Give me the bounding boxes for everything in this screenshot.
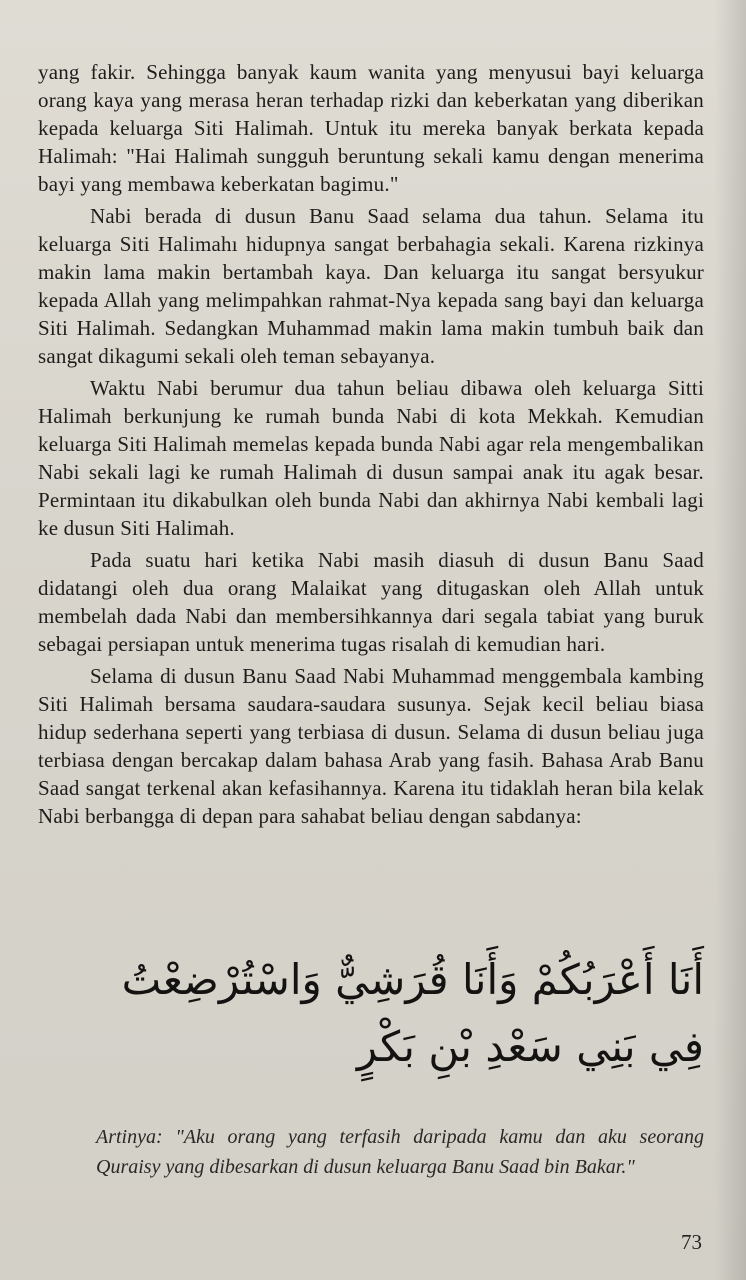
page-edge-shadow (714, 0, 746, 1280)
paragraph-2: Nabi berada di dusun Banu Saad selama dua tahun. Selama itu keluarga Siti Halimahı hidupnya sangat berbahagia sekali. Karena rizkinya makin lama makin bertambah kaya. Dan keluarga itu sangat bersyukur kepada Allah yang melimpahkan rahmat-Nya kepada sang bayi dan keluarga Siti Halimah. Sedangkan Muhammad makin lama makin tumbuh baik dan sangat dikagumi sekali oleh teman sebayanya. (38, 204, 704, 368)
page-number: 73 (681, 1230, 702, 1254)
arabic-hadith-line-2: فِي بَنِي سَعْدِ بْنِ بَكْرٍ (356, 1022, 704, 1071)
paragraph-4: Pada suatu hari ketika Nabi masih diasuh di dusun Banu Saad didatangi oleh dua orang Malaikat yang ditugaskan oleh Allah untuk membelah dada Nabi dan membersihkannya dari segala tabiat yang buruk sebagai persiapan untuk menerima tugas risalah di kemudian hari. (38, 548, 704, 656)
paragraph-5: Selama di dusun Banu Saad Nabi Muhammad menggembala kambing Siti Halimah bersama saudara-saudara susunya. Sejak kecil beliau biasa hidup sederhana seperti yang terbiasa di dusun. Selama di dusun beliau juga terbiasa dengan bercakap dalam bahasa Arab yang fasih. Bahasa Arab Banu Saad sangat terkenal akan kefasihannya. Karena itu tidaklah heran bila kelak Nabi berbangga di depan para sahabat beliau dengan sabdanya: (38, 664, 704, 828)
paragraph-3: Waktu Nabi berumur dua tahun beliau dibawa oleh keluarga Sitti Halimah berkunjung ke rumah bunda Nabi di kota Mekkah. Kemudian keluarga Siti Halimah memelas kepada bunda Nabi agar rela mengembalikan Nabi sekali lagi ke rumah Halimah di dusun sampai anak itu agak besar. Permintaan itu dikabulkan oleh bunda Nabi dan akhirnya Nabi kembali lagi ke dusun Siti Halimah. (38, 376, 704, 540)
body-text (38, 58, 704, 830)
arabic-hadith-line-1: أَنَا أَعْرَبُكُمْ وَأَنَا قُرَشِيٌّ وَاسْتُرْضِعْتُ (121, 955, 704, 1004)
paragraph-1: yang fakir. Sehingga banyak kaum wanita yang menyusui bayi keluarga orang kaya yang merasa heran terhadap rizki dan keberkatan yang diberikan kepada keluarga Siti Halimah. Untuk itu mereka banyak berkata kepada Halimah: "Hai Halimah sungguh beruntung sekali kamu dengan menerima bayi yang membawa keberkatan bagimu." (38, 60, 704, 196)
hadith-translation: Artinya: "Aku orang yang terfasih daripada kamu dan aku seorang Quraisy yang dibesarkan di dusun keluarga Banu Saad bin Bakar." (96, 1126, 704, 1178)
